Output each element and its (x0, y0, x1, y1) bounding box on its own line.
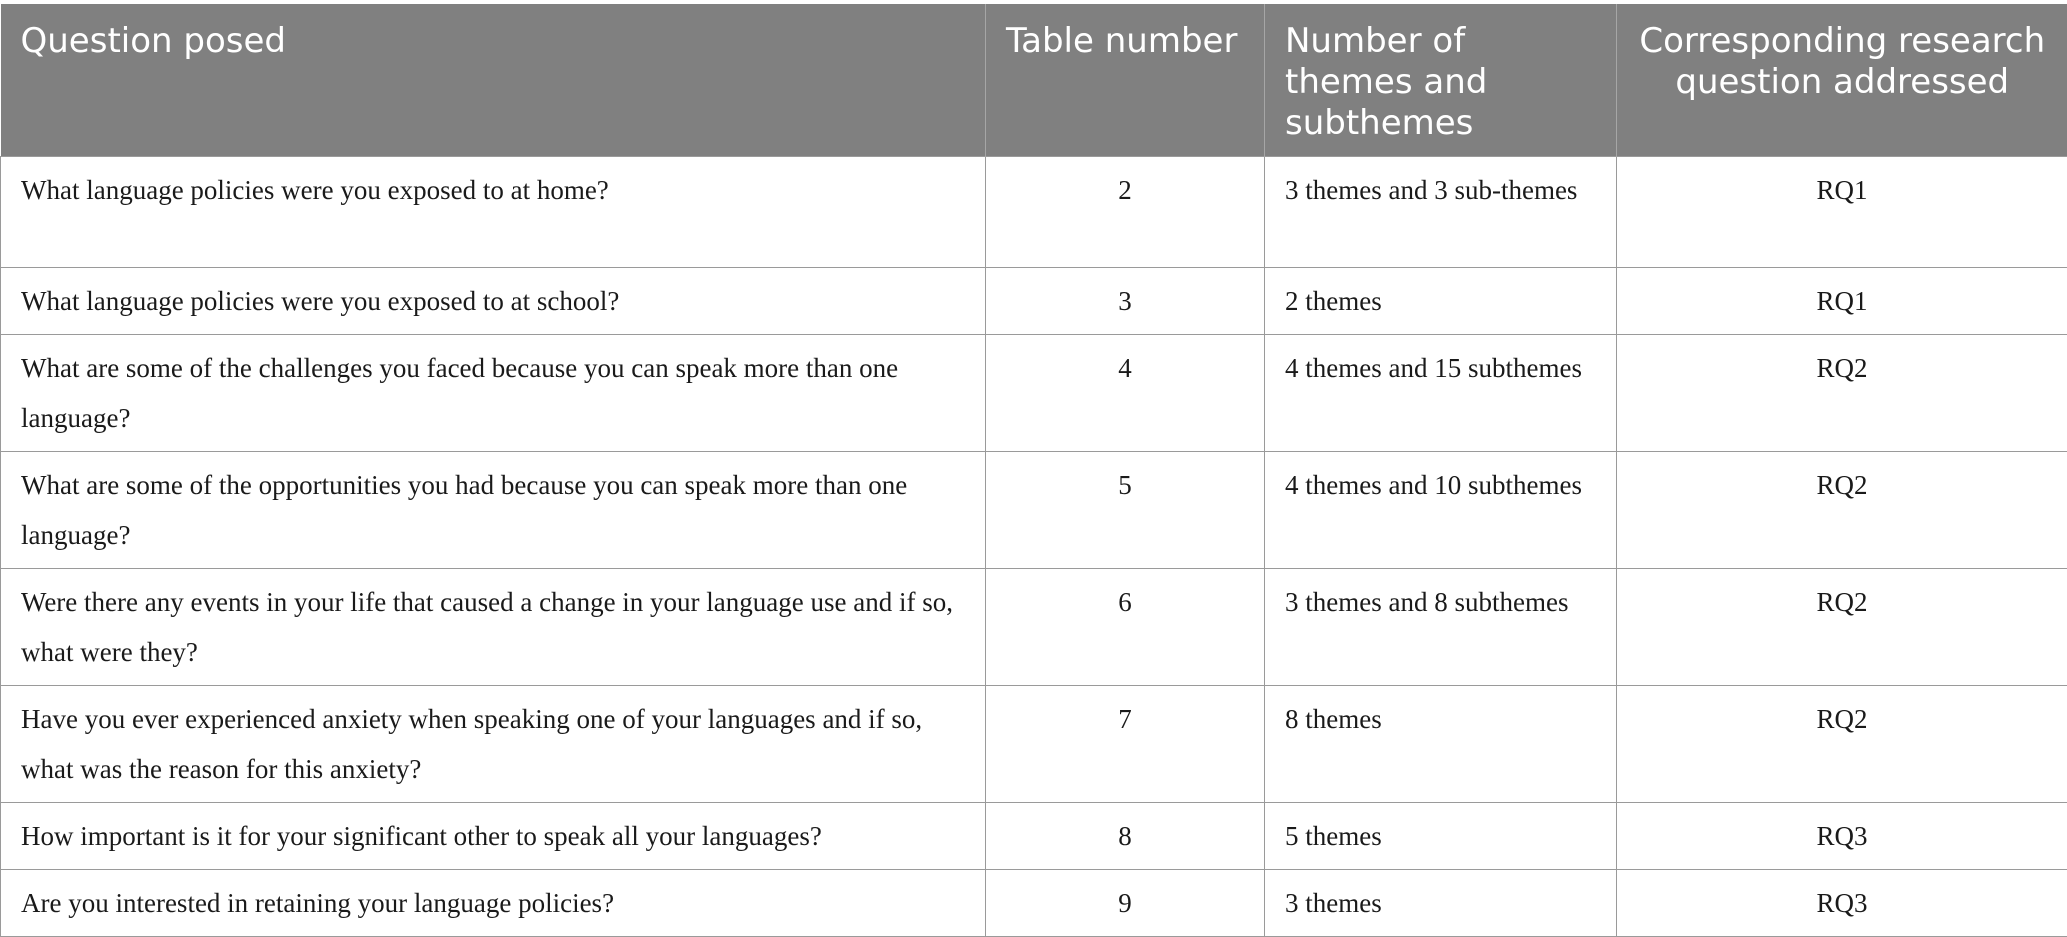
research-question-cell: RQ1 (1617, 268, 2067, 335)
table-number-cell: 9 (986, 870, 1265, 937)
table-row (1, 335, 2067, 452)
research-question-cell: RQ3 (1617, 870, 2067, 937)
research-question-cell: RQ2 (1617, 452, 2067, 569)
question-cell: What are some of the challenges you faced because you can speak more than one language? (1, 335, 986, 452)
question-cell: What are some of the opportunities you had because you can speak more than one language? (1, 452, 986, 569)
research-question-cell: RQ2 (1617, 335, 2067, 452)
header-table-number: Table number (986, 4, 1265, 157)
header-research-question: Corresponding research question addressed (1617, 4, 2067, 157)
table-row (1, 803, 2067, 870)
question-cell: Have you ever experienced anxiety when speaking one of your languages and if so, what was the reason for this anxiety? (1, 686, 986, 803)
table-row (1, 686, 2067, 803)
themes-cell: 4 themes and 15 subthemes (1265, 335, 1617, 452)
header-row (1, 4, 2067, 157)
question-cell: How important is it for your significant other to speak all your languages? (1, 803, 986, 870)
table-number-cell: 8 (986, 803, 1265, 870)
table-number-cell: 5 (986, 452, 1265, 569)
header-number-of-themes: Number of themes and subthemes (1265, 4, 1617, 157)
table-body (1, 157, 2067, 937)
questions-table-container (0, 4, 2067, 937)
table-row (1, 268, 2067, 335)
themes-cell: 3 themes and 8 subthemes (1265, 569, 1617, 686)
table-row (1, 569, 2067, 686)
table-header (1, 4, 2067, 157)
question-cell: Are you interested in retaining your language policies? (1, 870, 986, 937)
table-row (1, 870, 2067, 937)
table-number-cell: 7 (986, 686, 1265, 803)
table-row (1, 452, 2067, 569)
question-cell: What language policies were you exposed to at school? (1, 268, 986, 335)
themes-cell: 8 themes (1265, 686, 1617, 803)
research-question-cell: RQ3 (1617, 803, 2067, 870)
themes-cell: 5 themes (1265, 803, 1617, 870)
header-question-posed: Question posed (1, 4, 986, 157)
table-number-cell: 2 (986, 157, 1265, 268)
table-row (1, 157, 2067, 268)
question-cell: Were there any events in your life that caused a change in your language use and if so, what were they? (1, 569, 986, 686)
themes-cell: 3 themes (1265, 870, 1617, 937)
themes-cell: 3 themes and 3 sub-themes (1265, 157, 1617, 268)
table-number-cell: 4 (986, 335, 1265, 452)
table-number-cell: 6 (986, 569, 1265, 686)
questions-table (0, 4, 2067, 937)
themes-cell: 4 themes and 10 subthemes (1265, 452, 1617, 569)
themes-cell: 2 themes (1265, 268, 1617, 335)
table-number-cell: 3 (986, 268, 1265, 335)
research-question-cell: RQ1 (1617, 157, 2067, 268)
question-cell: What language policies were you exposed to at home? (1, 157, 986, 268)
research-question-cell: RQ2 (1617, 686, 2067, 803)
research-question-cell: RQ2 (1617, 569, 2067, 686)
